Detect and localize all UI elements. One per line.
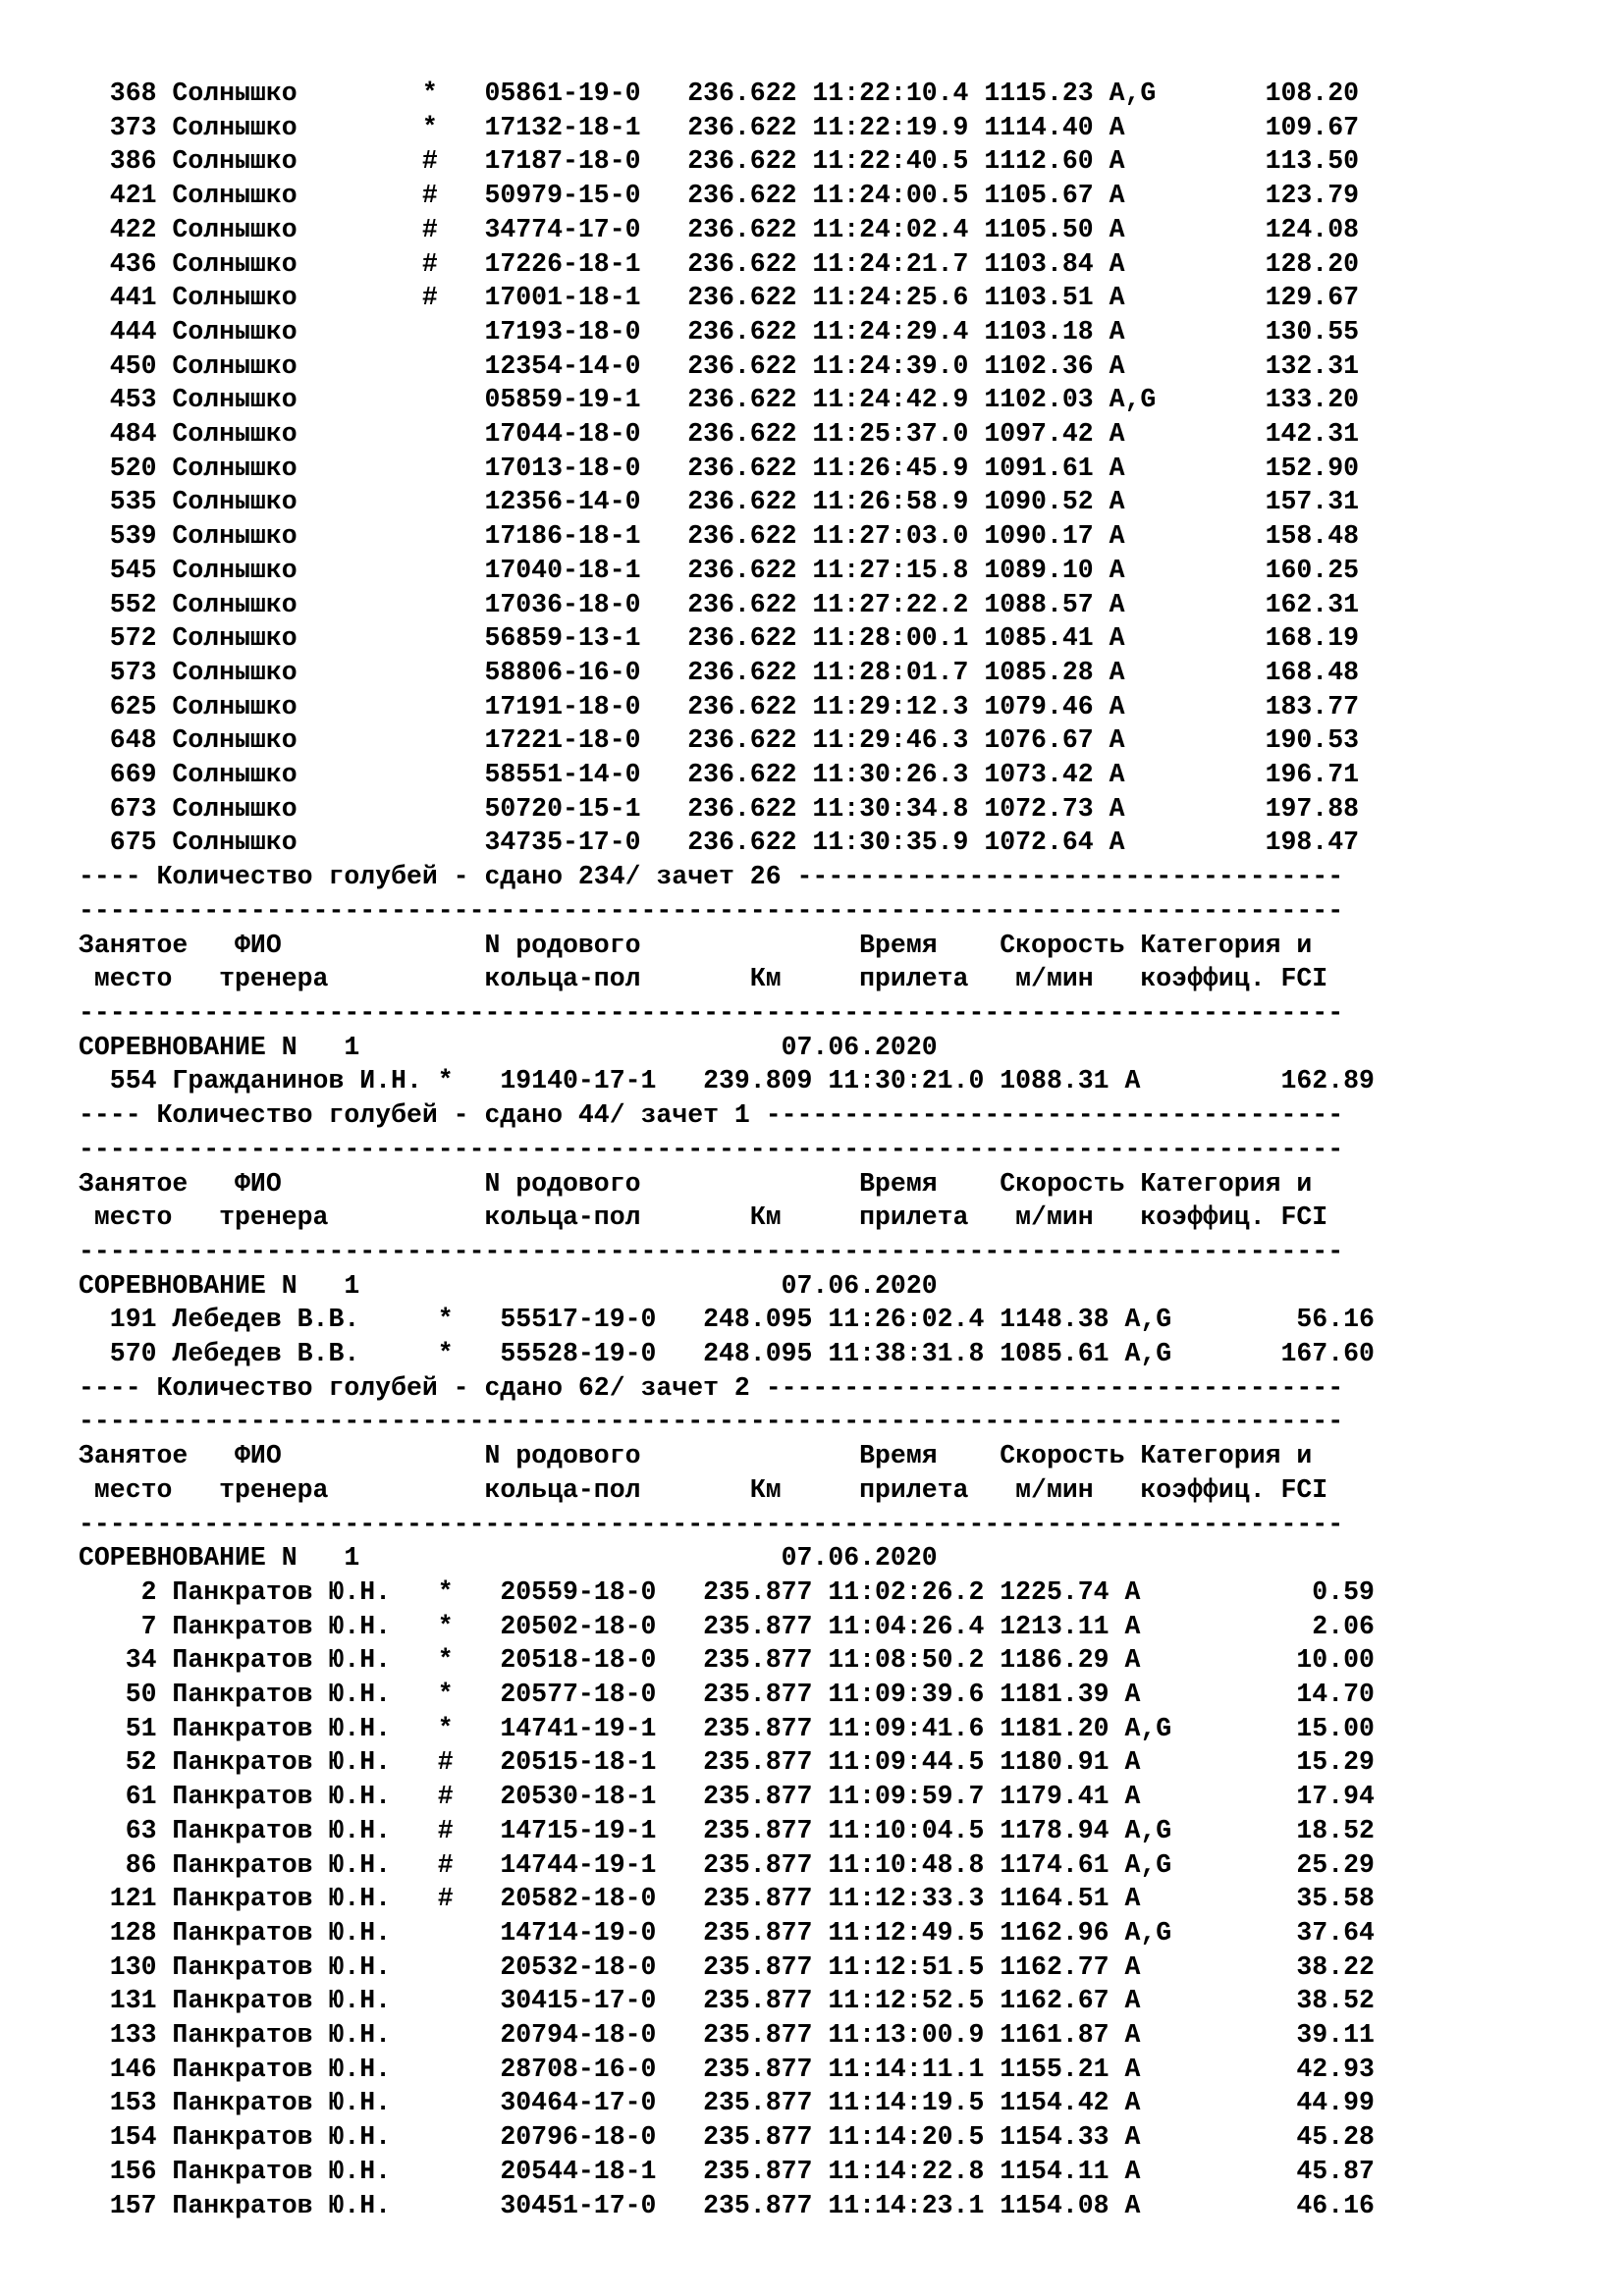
result-row: 554 Гражданинов И.Н. * 19140-17-1 239.809 11:30:21.0 1088.31 A 162.89: [79, 1066, 1375, 1096]
separator-line: ---------------------------------------------------------------------------------: [79, 1236, 1344, 1266]
result-row: 441 Солнышко # 17001-18-1 236.622 11:24:25.6 1103.51 A 129.67: [79, 283, 1360, 313]
result-row: 648 Солнышко 17221-18-0 236.622 11:29:46.3 1076.67 A 190.53: [79, 725, 1360, 756]
separator-line: ---------------------------------------------------------------------------------: [79, 997, 1344, 1028]
result-row: 625 Солнышко 17191-18-0 236.622 11:29:12.3 1079.46 A 183.77: [79, 691, 1360, 721]
result-row: 444 Солнышко 17193-18-0 236.622 11:24:29.4 1103.18 A 130.55: [79, 316, 1360, 347]
column-header-line: Занятое ФИО N родового Время Скорость Категория и: [79, 1168, 1313, 1199]
separator-line: ---- Количество голубей - сдано 62/ зачет 2 -------------------------------------: [79, 1372, 1344, 1403]
result-row: 133 Панкратов Ю.Н. 20794-18-0 235.877 11:13:00.9 1161.87 A 39.11: [79, 2020, 1375, 2051]
result-row: 520 Солнышко 17013-18-0 236.622 11:26:45.9 1091.61 A 152.90: [79, 453, 1360, 483]
result-row: 545 Солнышко 17040-18-1 236.622 11:27:15.8 1089.10 A 160.25: [79, 555, 1360, 585]
competition-header: СОРЕВНОВАНИЕ N 1 07.06.2020: [79, 1270, 938, 1301]
column-header-line: Занятое ФИО N родового Время Скорость Категория и: [79, 1441, 1313, 1471]
result-row: 573 Солнышко 58806-16-0 236.622 11:28:01.7 1085.28 A 168.48: [79, 657, 1360, 687]
result-row: 130 Панкратов Ю.Н. 20532-18-0 235.877 11:12:51.5 1162.77 A 38.22: [79, 1951, 1375, 1982]
result-row: 51 Панкратов Ю.Н. * 14741-19-1 235.877 11:09:41.6 1181.20 A,G 15.00: [79, 1713, 1375, 1743]
result-row: 86 Панкратов Ю.Н. # 14744-19-1 235.877 11:10:48.8 1174.61 A,G 25.29: [79, 1849, 1375, 1880]
result-row: 436 Солнышко # 17226-18-1 236.622 11:24:21.7 1103.84 A 128.20: [79, 248, 1360, 279]
result-row: 421 Солнышко # 50979-15-0 236.622 11:24:00.5 1105.67 A 123.79: [79, 181, 1360, 211]
column-header-line: место тренера кольца-пол Км прилета м/мин коэффиц. FCI: [79, 1202, 1328, 1233]
result-row: 673 Солнышко 50720-15-1 236.622 11:30:34.8 1072.73 A 197.88: [79, 793, 1360, 824]
result-row: 63 Панкратов Ю.Н. # 14715-19-1 235.877 11:10:04.5 1178.94 A,G 18.52: [79, 1815, 1375, 1845]
result-row: 7 Панкратов Ю.Н. * 20502-18-0 235.877 11:04:26.4 1213.11 A 2.06: [79, 1611, 1375, 1641]
separator-line: ---------------------------------------------------------------------------------: [79, 1509, 1344, 1539]
result-row: 34 Панкратов Ю.Н. * 20518-18-0 235.877 11:08:50.2 1186.29 A 10.00: [79, 1645, 1375, 1676]
result-row: 484 Солнышко 17044-18-0 236.622 11:25:37.0 1097.42 A 142.31: [79, 419, 1360, 450]
result-row: 386 Солнышко # 17187-18-0 236.622 11:22:40.5 1112.60 A 113.50: [79, 146, 1360, 177]
result-row: 153 Панкратов Ю.Н. 30464-17-0 235.877 11:14:19.5 1154.42 A 44.99: [79, 2088, 1375, 2118]
result-row: 146 Панкратов Ю.Н. 28708-16-0 235.877 11:14:11.1 1155.21 A 42.93: [79, 2054, 1375, 2084]
result-row: 121 Панкратов Ю.Н. # 20582-18-0 235.877 11:12:33.3 1164.51 A 35.58: [79, 1884, 1375, 1914]
result-row: 572 Солнышко 56859-13-1 236.622 11:28:00.1 1085.41 A 168.19: [79, 623, 1360, 654]
result-row: 2 Панкратов Ю.Н. * 20559-18-0 235.877 11:02:26.2 1225.74 A 0.59: [79, 1576, 1375, 1607]
result-row: 552 Солнышко 17036-18-0 236.622 11:27:22.2 1088.57 A 162.31: [79, 589, 1360, 619]
results-report: [79, 77, 1375, 2222]
competition-header: СОРЕВНОВАНИЕ N 1 07.06.2020: [79, 1032, 938, 1062]
separator-line: ---- Количество голубей - сдано 44/ зачет 1 -------------------------------------: [79, 1100, 1344, 1131]
result-row: 50 Панкратов Ю.Н. * 20577-18-0 235.877 11:09:39.6 1181.39 A 14.70: [79, 1680, 1375, 1710]
separator-line: ---------------------------------------------------------------------------------: [79, 895, 1344, 926]
result-row: 61 Панкратов Ю.Н. # 20530-18-1 235.877 11:09:59.7 1179.41 A 17.94: [79, 1782, 1375, 1812]
column-header-line: Занятое ФИО N родового Время Скорость Категория и: [79, 930, 1313, 960]
result-row: 131 Панкратов Ю.Н. 30415-17-0 235.877 11:12:52.5 1162.67 A 38.52: [79, 1986, 1375, 2016]
result-row: 154 Панкратов Ю.Н. 20796-18-0 235.877 11:14:20.5 1154.33 A 45.28: [79, 2122, 1375, 2153]
competition-header: СОРЕВНОВАНИЕ N 1 07.06.2020: [79, 1543, 938, 1574]
result-row: 669 Солнышко 58551-14-0 236.622 11:30:26.3 1073.42 A 196.71: [79, 760, 1360, 790]
separator-line: ---------------------------------------------------------------------------------: [79, 1134, 1344, 1164]
separator-line: ---- Количество голубей - сдано 234/ зачет 26 -----------------------------------: [79, 862, 1344, 892]
separator-line: ---------------------------------------------------------------------------------: [79, 1407, 1344, 1437]
result-row: 570 Лебедев В.В. * 55528-19-0 248.095 11:38:31.8 1085.61 A,G 167.60: [79, 1339, 1375, 1369]
result-row: 675 Солнышко 34735-17-0 236.622 11:30:35.9 1072.64 A 198.47: [79, 828, 1360, 858]
result-row: 373 Солнышко * 17132-18-1 236.622 11:22:19.9 1114.40 A 109.67: [79, 112, 1360, 142]
result-row: 453 Солнышко 05859-19-1 236.622 11:24:42.9 1102.03 A,G 133.20: [79, 385, 1360, 415]
result-row: 450 Солнышко 12354-14-0 236.622 11:24:39.0 1102.36 A 132.31: [79, 350, 1360, 381]
result-row: 156 Панкратов Ю.Н. 20544-18-1 235.877 11:14:22.8 1154.11 A 45.87: [79, 2156, 1375, 2186]
result-row: 128 Панкратов Ю.Н. 14714-19-0 235.877 11:12:49.5 1162.96 A,G 37.64: [79, 1917, 1375, 1948]
result-row: 539 Солнышко 17186-18-1 236.622 11:27:03.0 1090.17 A 158.48: [79, 521, 1360, 552]
result-row: 422 Солнышко # 34774-17-0 236.622 11:24:02.4 1105.50 A 124.08: [79, 214, 1360, 244]
column-header-line: место тренера кольца-пол Км прилета м/мин коэффиц. FCI: [79, 1474, 1328, 1505]
column-header-line: место тренера кольца-пол Км прилета м/мин коэффиц. FCI: [79, 964, 1328, 994]
result-row: 52 Панкратов Ю.Н. # 20515-18-1 235.877 11:09:44.5 1180.91 A 15.29: [79, 1747, 1375, 1778]
result-row: 157 Панкратов Ю.Н. 30451-17-0 235.877 11:14:23.1 1154.08 A 46.16: [79, 2190, 1375, 2220]
result-row: 535 Солнышко 12356-14-0 236.622 11:26:58.9 1090.52 A 157.31: [79, 487, 1360, 517]
result-row: 191 Лебедев В.В. * 55517-19-0 248.095 11:26:02.4 1148.38 A,G 56.16: [79, 1305, 1375, 1335]
result-row: 368 Солнышко * 05861-19-0 236.622 11:22:10.4 1115.23 A,G 108.20: [79, 79, 1360, 108]
